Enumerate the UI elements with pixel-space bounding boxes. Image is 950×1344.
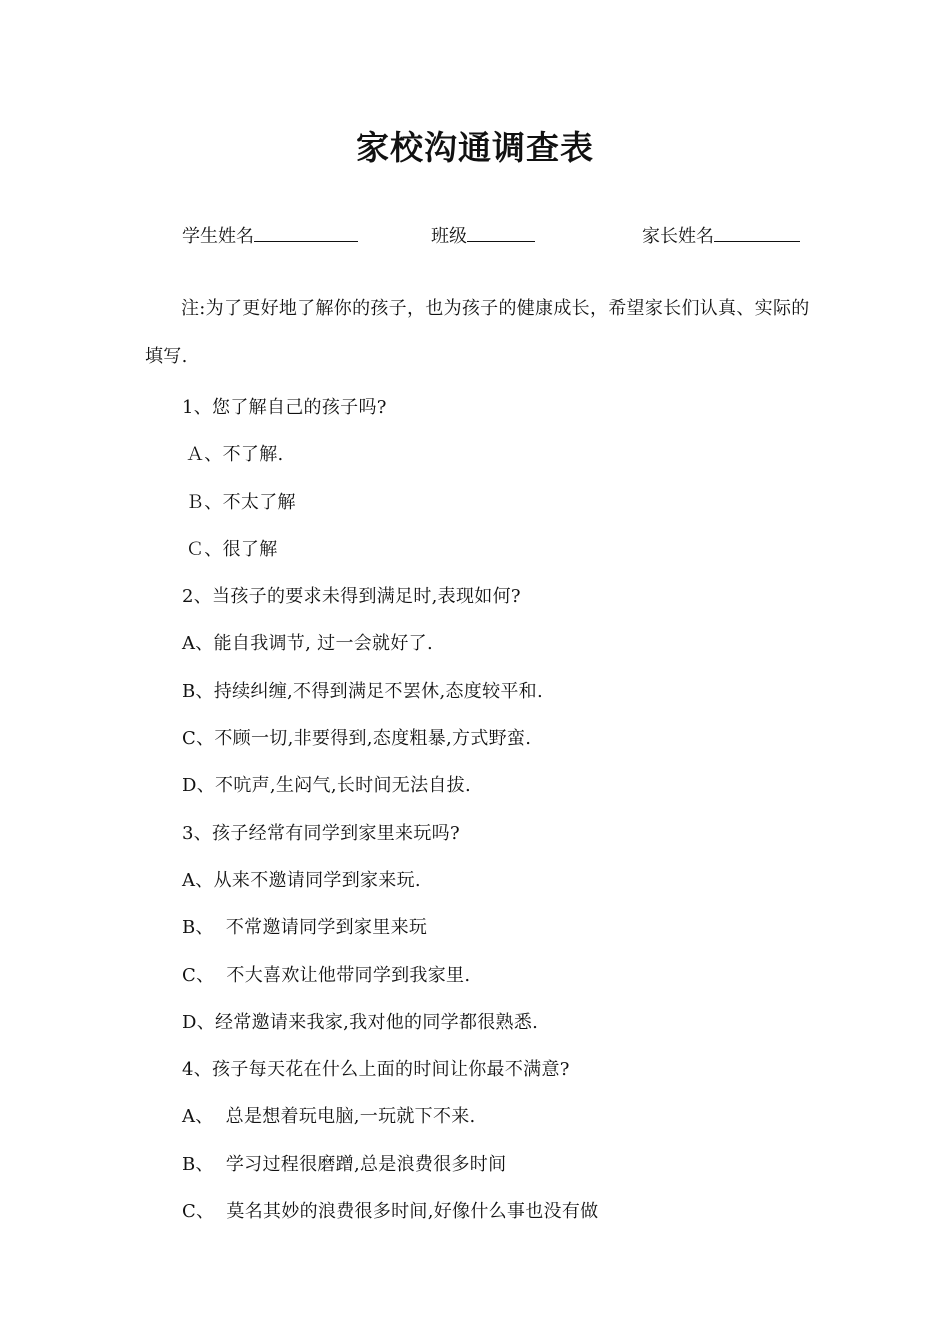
class-field [431, 222, 535, 248]
q1-option-b: Ｂ、不太了解 [186, 491, 296, 513]
info-row [0, 222, 950, 252]
question-3: 3、孩子经常有同学到家里来玩吗? [182, 822, 460, 844]
survey-note: 注:为了更好地了解你的孩子，也为孩子的健康成长，希望家长们认真、实际的填写. [145, 298, 810, 367]
q3-option-d: D、经常邀请来我家,我对他的同学都很熟悉. [182, 1011, 539, 1033]
question-2: 2、当孩子的要求未得到满足时,表现如何? [182, 586, 521, 608]
page-title: 家校沟通调查表 [356, 128, 594, 167]
q2-option-d: D、不吭声,生闷气,长时间无法自拔. [182, 775, 471, 797]
q4-option-a: A、 总是想着玩电脑,一玩就下不来. [182, 1106, 476, 1128]
parent-name-blank [714, 224, 800, 242]
q3-option-a: A、从来不邀请同学到家来玩. [182, 869, 421, 891]
student-name-blank [254, 224, 358, 242]
class-blank [467, 224, 535, 242]
question-list [182, 384, 822, 1235]
q2-option-c: C、不顾一切,非要得到,态度粗暴,方式野蛮. [182, 728, 532, 750]
q1-option-c: Ｃ、很了解 [186, 538, 278, 560]
q1-option-a: Ａ、不了解. [186, 444, 284, 466]
question-1: 1、您了解自己的孩子吗? [182, 397, 387, 418]
question-4: 4、孩子每天花在什么上面的时间让你最不满意? [182, 1059, 570, 1081]
q4-option-b: B、 学习过程很磨蹭,总是浪费很多时间 [182, 1153, 507, 1175]
q3-option-c: C、 不大喜欢让他带同学到我家里. [182, 964, 471, 986]
q2-option-b: B、持续纠缠,不得到满足不罢休,态度较平和. [182, 680, 543, 702]
class-label: 班级 [431, 226, 467, 247]
student-name-field [182, 222, 358, 248]
student-name-label: 学生姓名 [182, 226, 254, 247]
parent-name-label: 家长姓名 [642, 226, 714, 247]
q4-option-c: C、 莫名其妙的浪费很多时间,好像什么事也没有做 [182, 1201, 599, 1223]
parent-name-field [642, 222, 800, 248]
q3-option-b: B、 不常邀请同学到家里来玩 [182, 917, 428, 939]
q2-option-a: A、能自我调节, 过一会就好了. [182, 633, 433, 655]
